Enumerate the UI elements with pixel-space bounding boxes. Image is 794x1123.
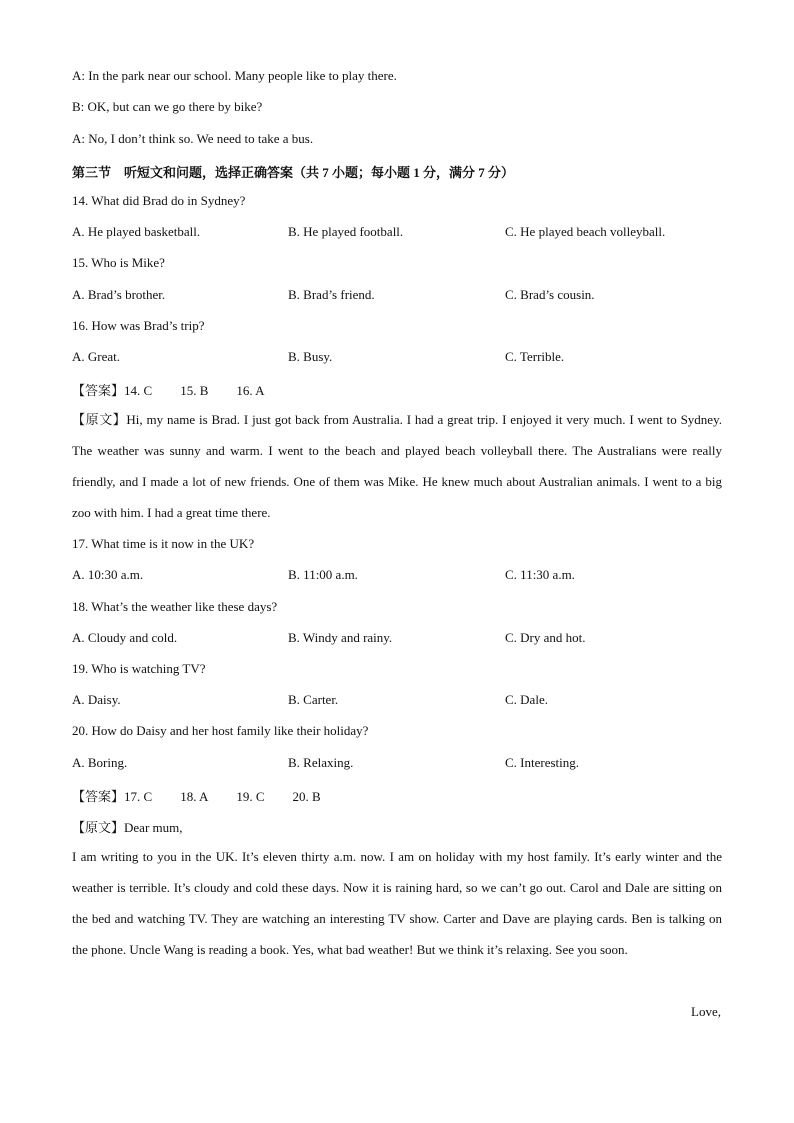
option-c: C. Terrible.	[505, 349, 565, 364]
question-19: 19. Who is watching TV?	[72, 661, 206, 676]
question-16: 16. How was Brad’s trip?	[72, 318, 205, 333]
answer-item: 19. C	[236, 789, 265, 804]
transcript-label: 【原文】	[72, 820, 125, 835]
option-b: B. Carter.	[288, 692, 339, 707]
section-title: 第三节 听短文和问题，选择正确答案（共 7 小题；每小题 1 分，满分 7 分）	[72, 165, 515, 180]
option-c: C. Dale.	[505, 692, 548, 707]
option-c: C. He played beach volleyball.	[505, 224, 666, 239]
option-b: B. 11:00 a.m.	[288, 567, 358, 582]
letter-closing: Love,	[691, 1004, 721, 1019]
option-b: B. Relaxing.	[288, 755, 354, 770]
option-c: C. Brad’s cousin.	[505, 287, 595, 302]
option-a: A. Boring.	[72, 755, 128, 770]
transcript-2: I am writing to you in the UK. It’s eleven thirty a.m. now. I am on holiday with my host family. It’s early winter and the weather is terrible. It’s cloudy and cold these days. Now it is raining hard, so we can’t go out. Carol and Dale are sitting on the bed and watching TV. They are watching an interesting TV show. Carter and Dave are playing cards. Ben is talking on the phone. Uncle Wang is reading a book. Yes, what bad weather! But we think it’s relaxing. See you soon.	[72, 849, 722, 957]
answer-item: 16. A	[236, 383, 265, 398]
option-b: B. Busy.	[288, 349, 333, 364]
answer-label: 【答案】	[72, 383, 125, 398]
option-a: A. Daisy.	[72, 692, 121, 707]
answer-label: 【答案】	[72, 789, 125, 804]
answer-item: 17. C	[124, 789, 153, 804]
option-a: A. Great.	[72, 349, 121, 364]
option-b: B. Windy and rainy.	[288, 630, 393, 645]
answer-item: 14. C	[124, 383, 153, 398]
transcript-text: Hi, my name is Brad. I just got back from Australia. I had a great trip. I enjoyed it very much. I went to Sydney. The weather was sunny and warm. I went to the beach and played beach volleyball there. The Australians were really friendly, and I made a lot of new friends. One of them was Mike. He knew much about Australian animals. I went to a big zoo with him. I had a great time there.	[72, 412, 722, 520]
question-14: 14. What did Brad do in Sydney?	[72, 193, 246, 208]
answer-key-2	[72, 786, 349, 805]
transcript-2-heading	[72, 817, 183, 836]
letter-greeting: Dear mum,	[124, 820, 183, 835]
dialog-line: A: In the park near our school. Many people like to play there.	[72, 68, 397, 83]
answer-key-1	[72, 380, 293, 399]
dialog-line: B: OK, but can we go there by bike?	[72, 99, 263, 114]
question-17: 17. What time is it now in the UK?	[72, 536, 255, 551]
option-c: C. Interesting.	[505, 755, 580, 770]
option-a: A. He played basketball.	[72, 224, 201, 239]
dialog-line: A: No, I don’t think so. We need to take a bus.	[72, 131, 314, 146]
option-a: A. Cloudy and cold.	[72, 630, 178, 645]
option-a: A. 10:30 a.m.	[72, 567, 144, 582]
question-20: 20. How do Daisy and her host family like their holiday?	[72, 723, 369, 738]
option-a: A. Brad’s brother.	[72, 287, 166, 302]
answer-item: 18. A	[180, 789, 209, 804]
transcript-label: 【原文】	[72, 412, 127, 427]
question-18: 18. What’s the weather like these days?	[72, 599, 278, 614]
option-b: B. Brad’s friend.	[288, 287, 375, 302]
option-c: C. Dry and hot.	[505, 630, 586, 645]
question-15: 15. Who is Mike?	[72, 255, 165, 270]
answer-item: 15. B	[180, 383, 209, 398]
option-b: B. He played football.	[288, 224, 404, 239]
option-c: C. 11:30 a.m.	[505, 567, 575, 582]
answer-item: 20. B	[292, 789, 321, 804]
transcript-1	[72, 404, 722, 528]
